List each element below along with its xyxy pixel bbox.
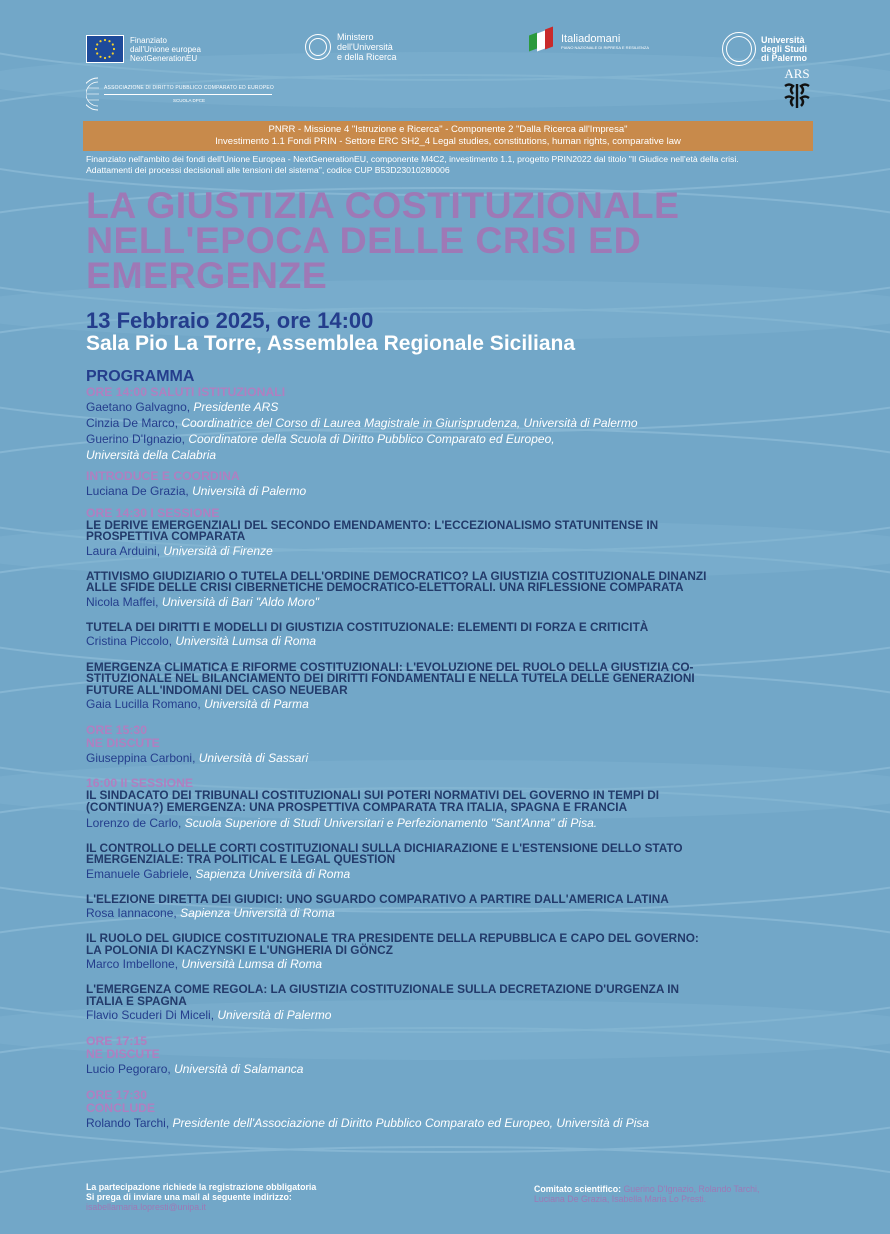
speaker-name: Flavio Scuderi Di Miceli, xyxy=(86,1007,215,1022)
ministry-logo xyxy=(305,32,397,62)
speaker-affiliation: Università di Palermo xyxy=(217,1007,332,1022)
speaker-line xyxy=(86,483,826,499)
session1-section xyxy=(86,507,826,712)
talk-title-line: ATTIVISMO GIUDIZIARIO O TUTELA DELL'ORDINE DEMOCRATICO? LA GIUSTIZIA COSTITUZIONALE DINANZI xyxy=(86,568,707,583)
ars-emblem-icon xyxy=(781,82,813,110)
speaker-name: Lorenzo de Carlo, xyxy=(86,816,182,831)
talk-item xyxy=(86,568,826,610)
talk-title-line: IL RUOLO DEL GIUDICE COSTITUZIONALE TRA PRESIDENTE DELLA REPUBBLICA E CAPO DEL GOVERNO: xyxy=(86,931,699,946)
university-logo xyxy=(722,32,807,66)
italiadomani-subtitle: PIANO NAZIONALE DI RIPRESA E RESILIENZA xyxy=(561,44,650,50)
talk-item xyxy=(86,984,826,1023)
university-logo-line1: Università xyxy=(761,34,805,45)
speaker-name: Rosa Iannacone, xyxy=(86,906,177,921)
talk-item xyxy=(86,933,826,972)
speaker-affiliation: Università di Firenze xyxy=(163,543,273,558)
ministry-emblem-icon xyxy=(305,34,331,60)
committee-names-continued: Luciana De Grazia, Isabella Maria Lo Presti. xyxy=(534,1194,707,1204)
speaker-affiliation: Università di Parma xyxy=(204,697,309,712)
program-heading: PROGRAMMA xyxy=(86,368,195,385)
event-title-line3: EMERGENZE xyxy=(86,254,328,296)
speaker-name: Nicola Maffei, xyxy=(86,594,159,609)
speaker-line xyxy=(86,956,826,972)
speaker-affiliation: Scuola Superiore di Studi Universitari e Perfezionamento "Sant'Anna" di Pisa. xyxy=(184,816,598,831)
speaker-affiliation: Università di Palermo xyxy=(192,484,307,498)
funding-note xyxy=(86,154,826,175)
ars-label: ARS xyxy=(784,66,810,81)
conclusion-label: CONCLUDE xyxy=(86,1100,156,1115)
speaker-name: Guerino D'Ignazio, xyxy=(86,432,186,446)
talk-title-line: TUTELA DEI DIRITTI E MODELLI DI GIUSTIZIA COSTITUZIONALE: ELEMENTI DI FORZA E CRITICITÀ xyxy=(86,619,649,634)
pnrr-banner-line2: Investimento 1.1 Fondi PRIN - Settore ERC SH2_4 Legal studies, constitutions, human rights, comparative law xyxy=(215,136,681,147)
talk-title-line: FUTURE ALL'INDOMANI DEL CASO NEUEBAR xyxy=(86,682,348,697)
speaker-affiliation: Presidente ARS xyxy=(193,400,279,414)
committee-label: Comitato scientifico: xyxy=(534,1184,621,1194)
discussion2-section xyxy=(86,1035,826,1077)
speaker-line xyxy=(86,543,826,559)
speaker-line xyxy=(86,866,826,882)
eu-logo-line1: Finanziato xyxy=(130,35,167,45)
talk-title-line: L'ELEZIONE DIRETTA DEI GIUDICI: UNO SGUARDO COMPARATIVO A PARTIRE DALL'AMERICA LATINA xyxy=(86,891,669,906)
speaker-line xyxy=(86,750,826,766)
talk-title-line: LE DERIVE EMERGENZIALI DEL SECONDO EMENDAMENTO: L'ECCEZIONALISMO STATUNITENSE IN xyxy=(86,518,659,532)
talk-title-line: ITALIA E SPAGNA xyxy=(86,993,187,1008)
speaker-affiliation: Università di Salamanca xyxy=(174,1061,304,1076)
discussion1-label: NE DISCUTE xyxy=(86,736,160,751)
pnrr-banner-line1: PNRR - Missione 4 "Istruzione e Ricerca" - Componente 2 "Dalla Ricerca all'Impresa" xyxy=(268,124,628,135)
discussion1-time: ORE 15:30 xyxy=(86,723,147,738)
speaker-affiliation: Università Lumsa di Roma xyxy=(175,634,317,649)
talk-title-line: PROSPETTIVA COMPARATA xyxy=(86,529,246,544)
speaker-affiliation: Coordinatore della Scuola di Diritto Pubblico Comparato ed Europeo, xyxy=(188,432,555,446)
speaker-affiliation: Università Lumsa di Roma xyxy=(181,957,323,972)
eu-logo-line2: dall'Unione europea xyxy=(130,44,201,54)
speaker-name: Laura Arduini, xyxy=(86,543,161,558)
association-title: ASSOCIAZIONE DI DIRITTO PUBBLICO COMPARATO ED EUROPEO xyxy=(104,85,274,91)
talk-title-line: STITUZIONALE NEL BILANCIAMENTO DEI DIRITTI FONDAMENTALI E NELLA TUTELA DELLE GENERAZIONI xyxy=(86,671,695,686)
greetings-label: ORE 14:00 SALUTI ISTITUZIONALI xyxy=(86,385,286,399)
funding-note-line2: Adattamenti dei processi decisionali alle tensioni del sistema", codice CUP B53D23010280006 xyxy=(86,164,450,175)
eu-logo xyxy=(86,35,201,63)
speaker-line xyxy=(86,696,826,712)
speaker-name: Giuseppina Carboni, xyxy=(86,751,196,766)
session1-label: ORE 14:30 I SESSIONE xyxy=(86,506,220,520)
speaker-name: Emanuele Gabriele, xyxy=(86,866,193,881)
speaker-name: Lucio Pegoraro, xyxy=(86,1061,171,1076)
speaker-line xyxy=(86,905,826,921)
speaker-affiliation: Sapienza Università di Roma xyxy=(195,866,351,881)
speaker-affiliation: Sapienza Università di Roma xyxy=(180,906,335,921)
speaker-line xyxy=(86,815,826,831)
globe-icon xyxy=(86,76,100,112)
ministry-logo-line1: Ministero xyxy=(337,32,374,42)
university-logo-line3: di Palermo xyxy=(761,52,808,63)
association-logo xyxy=(86,76,274,112)
event-date: 13 Febbraio 2025, ore 14:00 xyxy=(86,308,374,333)
intro-section xyxy=(86,470,826,499)
university-logo-line2: degli Studi xyxy=(761,43,807,54)
event-title-line1: LA GIUSTIZIA COSTITUZIONALE xyxy=(86,184,680,226)
association-divider xyxy=(104,94,272,95)
scientific-committee xyxy=(534,1184,834,1204)
university-seal-icon xyxy=(722,32,756,66)
talk-item xyxy=(86,891,826,921)
conclusion-time: ORE 17:30 xyxy=(86,1087,147,1102)
speaker-line xyxy=(86,431,826,447)
funding-note-line1: Finanziato nell'ambito dei fondi dell'Unione Europea - NextGenerationEU, componente M4C2, investimento 1.1, progetto PRIN2022 dal titolo "Il Giudice nell'età della crisi. xyxy=(86,154,739,164)
greetings-section xyxy=(86,386,826,463)
speaker-name: Luciana De Grazia, xyxy=(86,484,189,498)
speaker-name: Gaetano Galvagno, xyxy=(86,400,191,414)
speaker-line xyxy=(86,594,826,610)
italian-flag-icon xyxy=(527,28,559,54)
speaker-name: Marco Imbellone, xyxy=(86,957,179,972)
speaker-line xyxy=(86,415,826,431)
registration-line1: La partecipazione richiede la registrazione obbligatoria xyxy=(86,1182,317,1192)
talk-title-line: EMERGENZA CLIMATICA E RIFORME COSTITUZIONALI: L'EVOLUZIONE DEL RUOLO DELLA GIUSTIZIA CO- xyxy=(86,660,694,675)
event-place: Sala Pio La Torre, Assemblea Regionale Siciliana xyxy=(86,332,576,355)
program xyxy=(86,368,826,1131)
registration-note xyxy=(86,1182,466,1212)
speaker-name: Cinzia De Marco, xyxy=(86,416,179,430)
speaker-line xyxy=(86,1115,826,1131)
talk-item xyxy=(86,520,826,559)
event-title xyxy=(86,184,866,296)
speaker-line xyxy=(86,633,826,649)
talk-title-line: ALLE SFIDE DELLE CRISI CIBERNETICHE DEMOCRATICO-ELETTORALI. UNA RIFLESSIONE COMPARATA xyxy=(86,580,684,595)
speaker-affiliation: Coordinatrice del Corso di Laurea Magistrale in Giurisprudenza, Università di Palermo xyxy=(181,416,638,430)
speaker-affiliation: Università di Bari "Aldo Moro" xyxy=(161,594,320,609)
speaker-affiliation: Università di Sassari xyxy=(198,751,309,766)
eu-logo-line3: NextGenerationEU xyxy=(130,53,198,63)
discussion1-section xyxy=(86,724,826,766)
speaker-line-continued xyxy=(86,447,826,463)
ministry-logo-line2: dell'Università xyxy=(337,42,393,52)
speaker-affiliation: Presidente dell'Associazione di Diritto Pubblico Comparato ed Europeo, Università di Pisa xyxy=(172,1115,650,1130)
discussion2-time: ORE 17:15 xyxy=(86,1033,147,1048)
speaker-name: Rolando Tarchi, xyxy=(86,1115,170,1130)
speaker-line xyxy=(86,1007,826,1023)
talk-item xyxy=(86,619,826,649)
speaker-name: Cristina Piccolo, xyxy=(86,634,173,649)
ministry-logo-line3: e della Ricerca xyxy=(337,52,397,62)
speaker-affiliation: Università della Calabria xyxy=(86,448,217,462)
talk-title-line: EMERGENZIALE: TRA POLITICAL E LEGAL QUESTION xyxy=(86,852,396,867)
eu-flag-icon xyxy=(86,35,124,63)
italiadomani-name: Italiadomani xyxy=(561,32,621,45)
session2-label: 16:00 II SESSIONE xyxy=(86,776,194,791)
speaker-name: Gaia Lucilla Romano, xyxy=(86,697,201,712)
talk-title-line: (CONTINUA?) EMERGENZA: UNA PROSPETTIVA COMPARATA TRA ITALIA, SPAGNA E FRANCIA xyxy=(86,799,628,814)
speaker-line xyxy=(86,399,826,415)
association-subtitle: SCUOLA DPCE xyxy=(172,98,205,103)
ars-logo xyxy=(780,66,814,115)
session2-section xyxy=(86,777,826,1023)
italiadomani-logo xyxy=(527,28,649,54)
talk-title-line: L'EMERGENZA COME REGOLA: LA GIUSTIZIA COSTITUZIONALE SULLA DECRETAZIONE D'URGENZA IN xyxy=(86,982,680,997)
event-title-line2: NELL'EPOCA DELLE CRISI ED xyxy=(86,219,642,261)
talk-title-line: IL CONTROLLO DELLE CORTI COSTITUZIONALI SULLA DICHIARAZIONE E L'ESTENSIONE DELLO STATO xyxy=(86,841,683,856)
logo-row xyxy=(0,30,890,70)
talk-item xyxy=(86,790,826,831)
conclusion-section xyxy=(86,1089,826,1131)
talk-title-line: IL SINDACATO DEI TRIBUNALI COSTITUZIONALI SUI POTERI NORMATIVI DEL GOVERNO IN TEMPI DI xyxy=(86,788,660,803)
committee-names: Guerino D'Ignazio, Rolando Tarchi, xyxy=(623,1184,760,1194)
discussion2-label: NE DISCUTE xyxy=(86,1046,160,1061)
pnrr-banner xyxy=(83,121,813,151)
intro-label: INTRODUCE E COORDINA xyxy=(86,469,240,483)
talk-item xyxy=(86,662,826,712)
talk-title-line: LA POLONIA DI KACZYNSKI E L'UNGHERIA DI GÖNCZ xyxy=(86,942,393,957)
registration-line2: Si prega di inviare una mail al seguente indirizzo: xyxy=(86,1192,292,1202)
speaker-line xyxy=(86,1061,826,1077)
talk-item xyxy=(86,843,826,882)
registration-email[interactable]: isabellamaria.lopresti@unipa.it xyxy=(86,1202,206,1212)
